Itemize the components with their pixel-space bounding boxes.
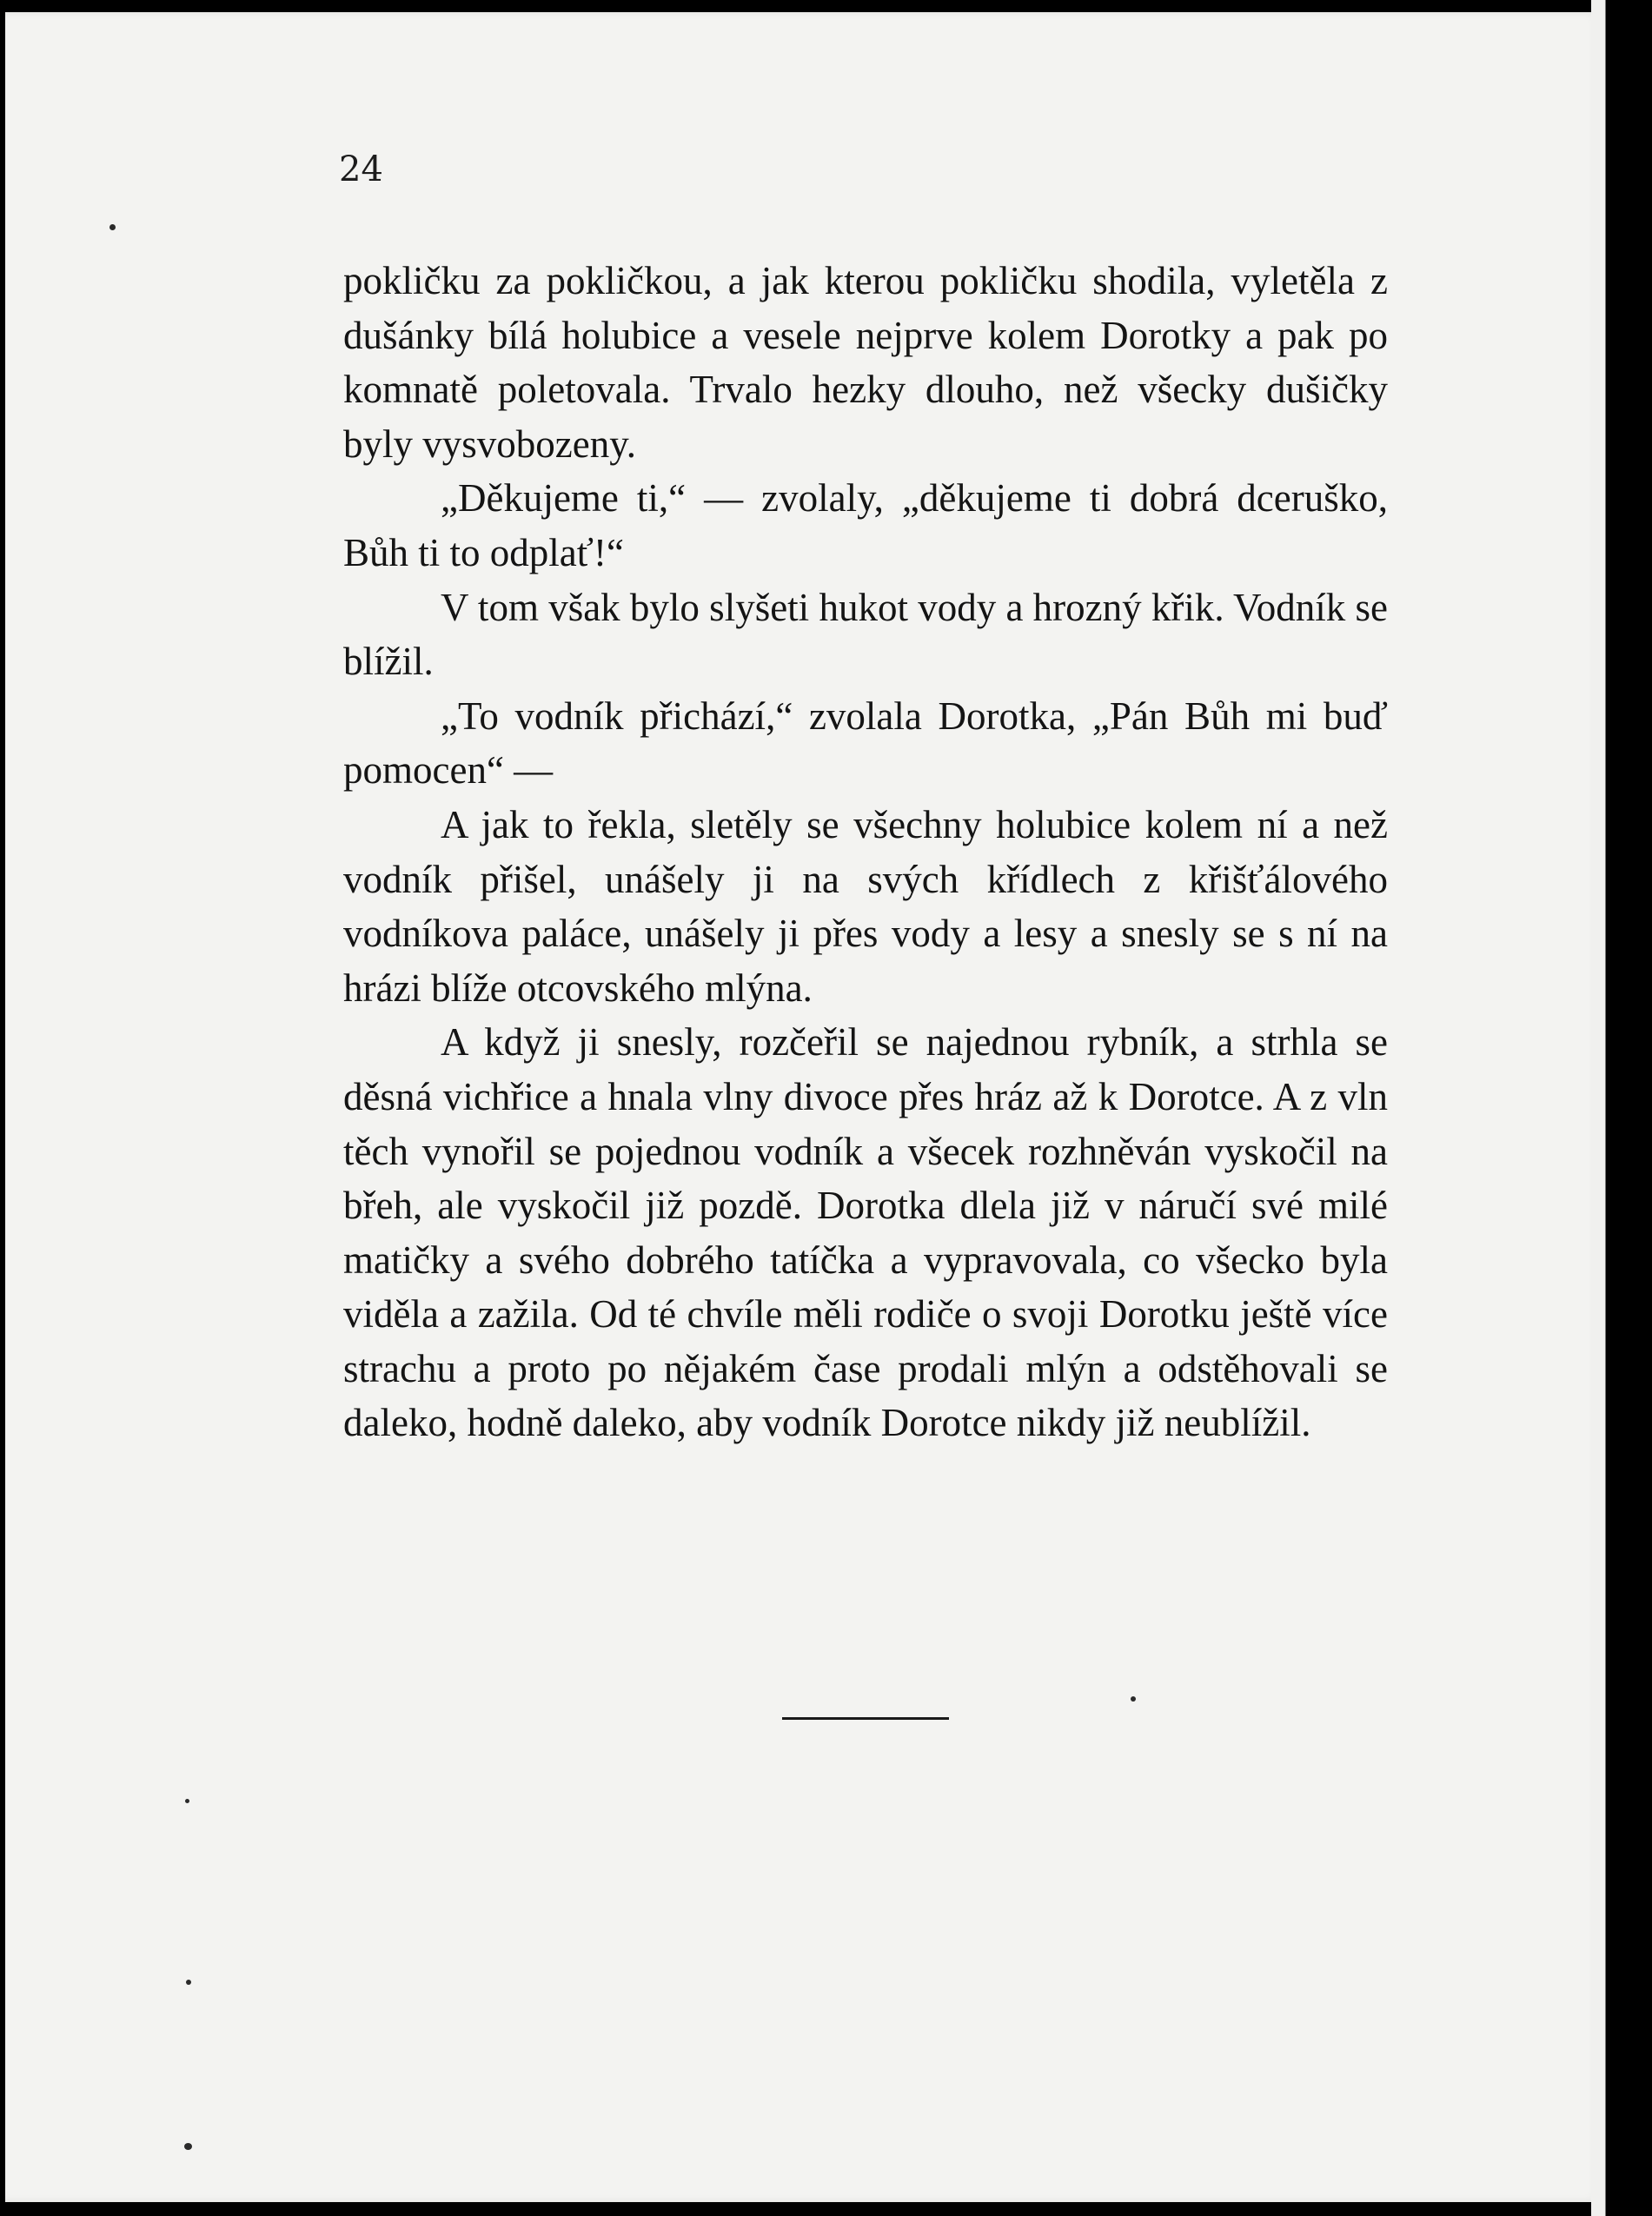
print-speck (109, 224, 116, 230)
paragraph: „To vodník přichází,“ zvolala Dorotka, „Pán Bůh mi buď pomocen“ — (343, 693, 1388, 793)
paragraph: A když ji snesly, rozčeřil se najednou rybník, a strhla se děsná vichřice a hnala vlny divoce přes hráz až k Dorotce. A z vln těch vynořil se pojednou vodník a všecek rozhněván vyskočil na břeh, ale vyskočil již pozdě. Dorotka dlela již v náručí své milé matičky a svého dobrého tatíčka a vypravovala, co všecko byla viděla a zažila. Od té chvíle měli rodiče o svoji Dorotku ještě více strachu a proto po nějakém čase prodali mlýn a odstěhovali se daleko, hodně daleko, aby vodník Dorotce nikdy již neublížil. (343, 1020, 1388, 1445)
paragraph: „Děkujeme ti,“ — zvolaly, „děkujeme ti dobrá dceruško, Bůh ti to odplať!“ (343, 476, 1388, 574)
paragraph: pokličku za pokličkou, a jak kterou pokličku shodila, vyletěla z dušánky bílá holubice a vesele nejprve kolem Dorotky a pak po komnatě poletovala. Trvalo hezky dlouho, než všecky dušičky byly vysvobozeny. (343, 259, 1388, 466)
print-speck (186, 1980, 191, 1985)
print-speck (185, 1799, 189, 1803)
paragraph: V tom však bylo slyšeti hukot vody a hrozný křik. Vodník se blížil. (343, 585, 1388, 684)
print-speck (184, 2143, 192, 2150)
paragraph: A jak to řekla, sletěly se všechny holubice kolem ní a než vodník přišel, unášely ji na svých křídlech z křišťálového vodníkova paláce, unášely ji přes vody a lesy a snesly se s ní na hrázi blíže otcovského mlýna. (343, 802, 1388, 1010)
page-number: 24 (339, 149, 383, 189)
book-binding-edge (1591, 0, 1652, 2216)
body-text (343, 254, 1388, 1450)
section-divider-rule (782, 1717, 949, 1720)
print-speck (1131, 1696, 1136, 1702)
